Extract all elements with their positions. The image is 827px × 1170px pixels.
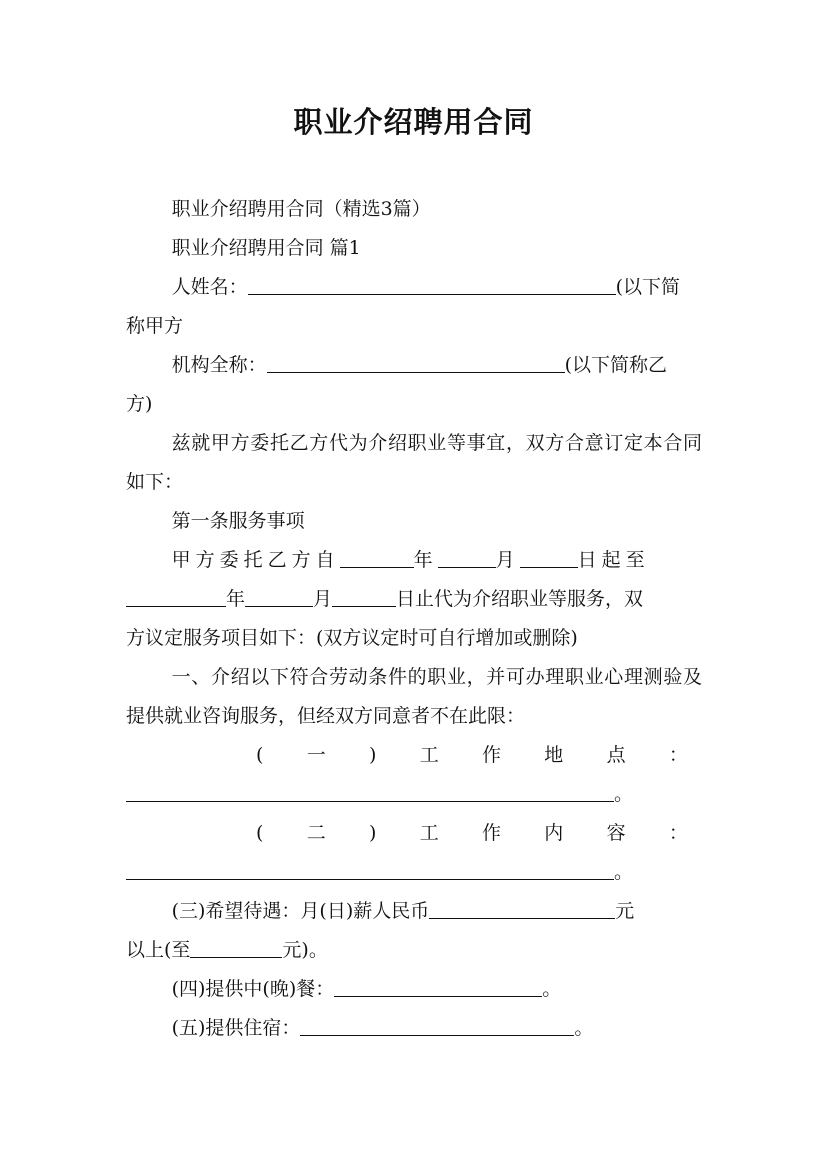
- term-end-year-blank: [126, 587, 226, 607]
- party-a-line: [126, 268, 702, 307]
- meal-end: 。: [542, 978, 562, 1000]
- work-place-blank: [126, 782, 614, 802]
- work-content-char: 作: [482, 822, 502, 844]
- lodging-label: (五)提供住宿：: [171, 1017, 301, 1039]
- term-intro: 甲方委托乙方自: [171, 549, 340, 571]
- section-heading: 职业介绍聘用合同 篇1: [171, 237, 361, 259]
- lodging-blank: [300, 1016, 574, 1036]
- document-title: 职业介绍聘用合同: [293, 105, 534, 139]
- salary-unit: 元: [615, 900, 635, 922]
- work-content-char: 工: [419, 822, 439, 844]
- meal-label: (四)提供中(晚)餐：: [171, 978, 335, 1000]
- work-content-char: ：: [668, 822, 688, 844]
- work-place-char: 工: [419, 744, 439, 766]
- party-a-label: 人姓名：: [171, 276, 248, 298]
- term-month-2: 月: [313, 588, 333, 610]
- term-start-year-blank: [340, 548, 414, 568]
- work-place-blank-row: [126, 775, 702, 814]
- term-start-day-blank: [520, 548, 578, 568]
- term-day-from: 日起至: [577, 549, 650, 571]
- work-place-char: ): [369, 744, 377, 766]
- work-content-end: 。: [614, 861, 634, 883]
- party-a-continuation: 称甲方: [126, 315, 184, 337]
- intro-line: 职业介绍聘用合同（精选3篇）: [171, 198, 431, 220]
- work-place-char: 地: [544, 744, 564, 766]
- document-body: [126, 190, 702, 1048]
- work-content-char: 内: [544, 822, 564, 844]
- lodging-line: [126, 1009, 702, 1048]
- party-b-suffix: (以下简称乙: [564, 354, 668, 376]
- work-place-char: 点: [606, 744, 626, 766]
- salary-cont-a: 以上(至: [126, 939, 191, 961]
- party-a-blank: [248, 275, 616, 295]
- work-place-char: 一: [306, 744, 326, 766]
- work-content-blank-row: [126, 853, 702, 892]
- party-a-suffix: (以下简: [615, 276, 681, 298]
- article-1-heading: 第一条服务事项: [171, 510, 305, 532]
- work-content-label-row: [126, 814, 702, 853]
- work-place-char: ：: [668, 744, 688, 766]
- work-place-char: 作: [482, 744, 502, 766]
- term-end-month-blank: [245, 587, 313, 607]
- work-content-char: 容: [606, 822, 626, 844]
- salary-max-blank: [190, 938, 282, 958]
- meal-blank: [334, 977, 542, 997]
- term-year-1: 年: [413, 549, 438, 571]
- item-1-paragraph: 一、介绍以下符合劳动条件的职业，并可办理职业心理测验及提供就业咨询服务，但经双方同意者不在此限：: [126, 666, 702, 727]
- work-place-end: 。: [614, 783, 634, 805]
- salary-blank: [429, 899, 615, 919]
- term-line-1: [126, 541, 702, 580]
- party-b-label: 机构全称：: [171, 354, 267, 376]
- term-year-2: 年: [226, 588, 246, 610]
- work-content-char: 二: [306, 822, 326, 844]
- work-content-blank: [126, 860, 614, 880]
- salary-cont-b: 元)。: [282, 939, 328, 961]
- term-line-2: [126, 580, 702, 619]
- work-content-char: (: [256, 822, 264, 844]
- term-start-month-blank: [438, 548, 496, 568]
- salary-continuation: [126, 931, 702, 970]
- meal-line: [126, 970, 702, 1009]
- term-day-to: 日止代为介绍职业等服务，双: [396, 588, 644, 610]
- party-b-blank: [267, 353, 565, 373]
- party-b-line: [126, 346, 702, 385]
- term-end-day-blank: [332, 587, 396, 607]
- salary-label: (三)希望待遇：月(日)薪人民币: [171, 900, 430, 922]
- work-content-char: ): [369, 822, 377, 844]
- term-month-1: 月: [495, 549, 520, 571]
- term-line-3: 方议定服务项目如下：(双方议定时可自行增加或删除): [126, 627, 578, 649]
- party-b-continuation: 方): [126, 393, 153, 415]
- preamble-paragraph: 兹就甲方委托乙方代为介绍职业等事宜，双方合意订定本合同如下：: [126, 432, 702, 493]
- lodging-end: 。: [574, 1017, 594, 1039]
- work-place-label-row: [126, 736, 702, 775]
- salary-line: [126, 892, 702, 931]
- work-place-char: (: [256, 744, 264, 766]
